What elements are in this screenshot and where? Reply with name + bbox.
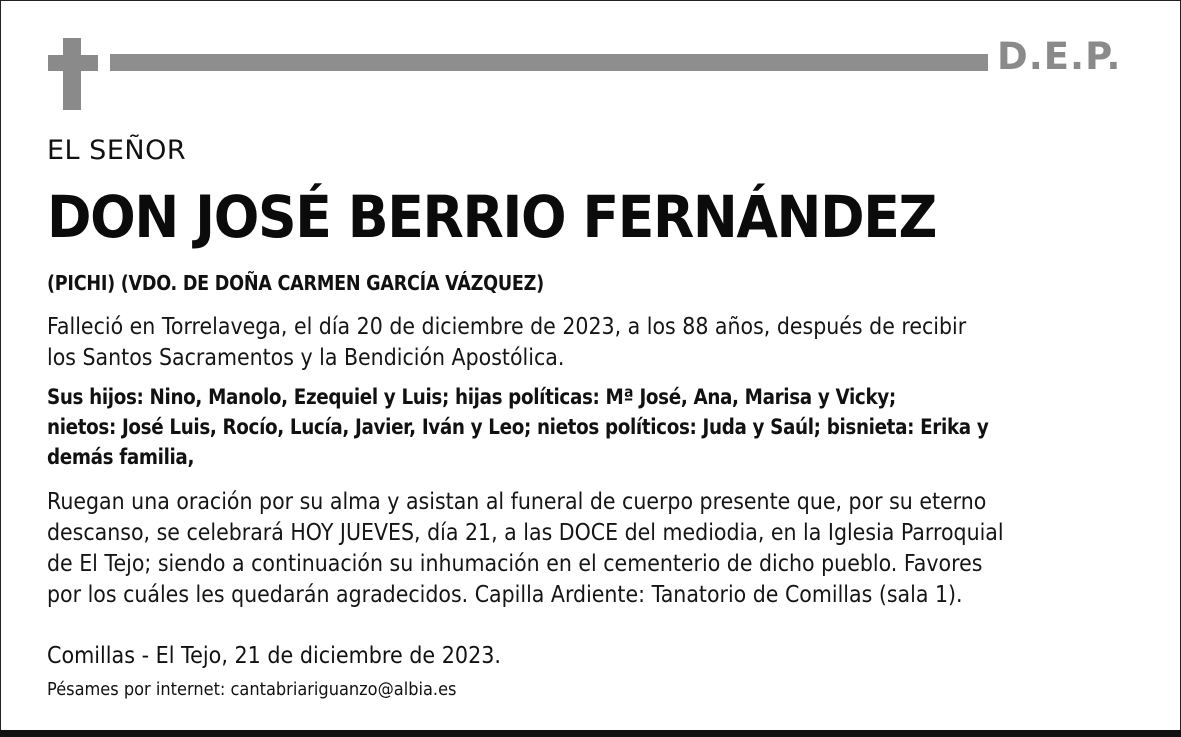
cross-icon — [48, 38, 98, 110]
death-line: los Santos Sacramentos y la Bendición Apostólica. — [47, 345, 565, 371]
service-paragraph — [47, 487, 1004, 611]
bottom-band — [0, 730, 1181, 737]
deceased-name: DON JOSÉ BERRIO FERNÁNDEZ — [47, 183, 936, 251]
family-paragraph — [47, 382, 988, 472]
family-line: nietos: José Luis, Rocío, Lucía, Javier, Iván y Leo; nietos políticos: Juda y Saúl; bisnieta: Erika y — [47, 415, 989, 439]
condolences-line: Pésames por internet: cantabriariguanzo@albia.es — [47, 679, 457, 700]
service-line: Ruegan una oración por su alma y asistan al funeral de cuerpo presente que, por su eterno — [47, 489, 987, 515]
service-line: de El Tejo; siendo a continuación su inhumación en el cementerio de dicho pueblo. Favores — [47, 551, 983, 577]
family-line: Sus hijos: Nino, Manolo, Ezequiel y Luis; hijas políticas: Mª José, Ana, Marisa y Vicky; — [47, 385, 896, 409]
nickname-line: (PICHI) (VDO. DE DOÑA CARMEN GARCÍA VÁZQUEZ) — [47, 271, 544, 295]
header-rule — [110, 54, 988, 71]
death-line: Falleció en Torrelavega, el día 20 de diciembre de 2023, a los 88 años, después de recibir — [47, 314, 967, 340]
honorific: EL SEÑOR — [47, 135, 187, 166]
place-date: Comillas - El Tejo, 21 de diciembre de 2023. — [47, 643, 502, 669]
family-line: demás familia, — [47, 445, 195, 469]
service-line: descanso, se celebrará HOY JUEVES, día 21, a las DOCE del mediodia, en la Iglesia Parroquial — [47, 520, 1004, 546]
service-line: por los cuáles les quedarán agradecidos. Capilla Ardiente: Tanatorio de Comillas (sala 1). — [47, 582, 963, 608]
death-paragraph — [47, 312, 966, 374]
dep-label: D.E.P. — [997, 35, 1122, 78]
